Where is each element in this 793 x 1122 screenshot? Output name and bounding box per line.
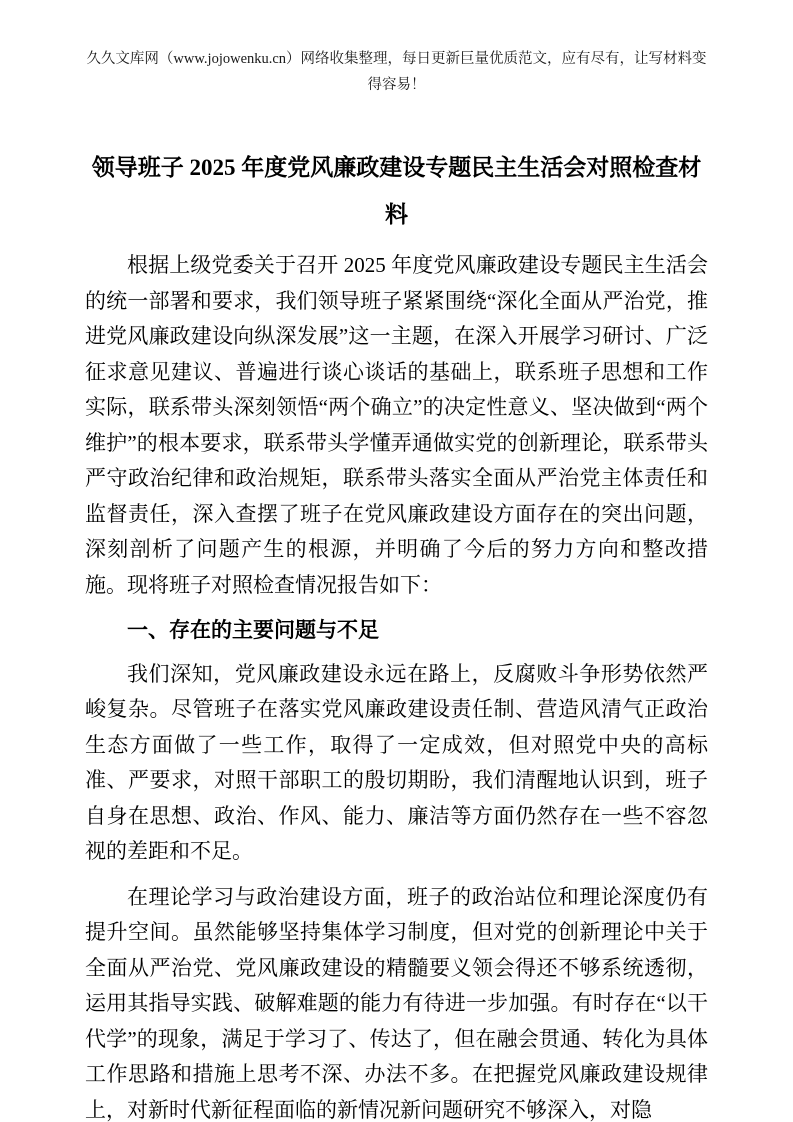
paragraph-theory-learning: 在理论学习与政治建设方面，班子的政治站位和理论深度仍有提升空间。虽然能够坚持集体学习制度，但对党的创新理论中关于全面从严治党、党风廉政建设的精髓要义领会得还不够系统透彻，运用其指导实践、破解难题的能力有待进一步加强。有时存在“以干代学”的现象，满足于学习了、传达了，但在融会贯通、转化为具体工作思路和措施上思考不深、办法不多。在把握党风廉政建设规律上，对新时代新征程面临的新情况新问题研究不够深入，对隐 xyxy=(85,884,708,1122)
site-watermark-header: 久久文库网（www.jojowenku.cn）网络收集整理，每日更新巨量优质范文，应有尽有，让写材料变得容易！ xyxy=(86,51,707,93)
section-heading-problems: 一、存在的主要问题与不足 xyxy=(127,618,379,642)
document-title: 领导班子 2025 年度党风廉政建设专题民主生活会对照检查材料 xyxy=(91,155,702,227)
paragraph-problems-overview: 我们深知，党风廉政建设永远在路上，反腐败斗争形势依然严峻复杂。尽管班子在落实党风廉政建设责任制、营造风清气正政治生态方面做了一些工作，取得了一定成效，但对照党中央的高标准、严要求，对照干部职工的殷切期盼，我们清醒地认识到，班子自身在思想、政治、作风、能力、廉洁等方面仍然存在一些不容忽视的差距和不足。 xyxy=(85,661,708,863)
paragraph-intro: 根据上级党委关于召开 2025 年度党风廉政建设专题民主生活会的统一部署和要求，我们领导班子紧紧围绕“深化全面从严治党，推进党风廉政建设向纵深发展”这一主题，在深入开展学习研讨、广泛征求意见建议、普遍进行谈心谈话的基础上，联系班子思想和工作实际，联系带头深刻领悟“两个确立”的决定性意义、坚决做到“两个维护”的根本要求，联系带头学懂弄通做实党的创新理论，联系带头严守政治纪律和政治规矩，联系带头落实全面从严治党主体责任和监督责任，深入查摆了班子在党风廉政建设方面存在的突出问题，深刻剖析了问题产生的根源，并明确了今后的努力方向和整改措施。现将班子对照检查情况报告如下： xyxy=(85,253,708,597)
